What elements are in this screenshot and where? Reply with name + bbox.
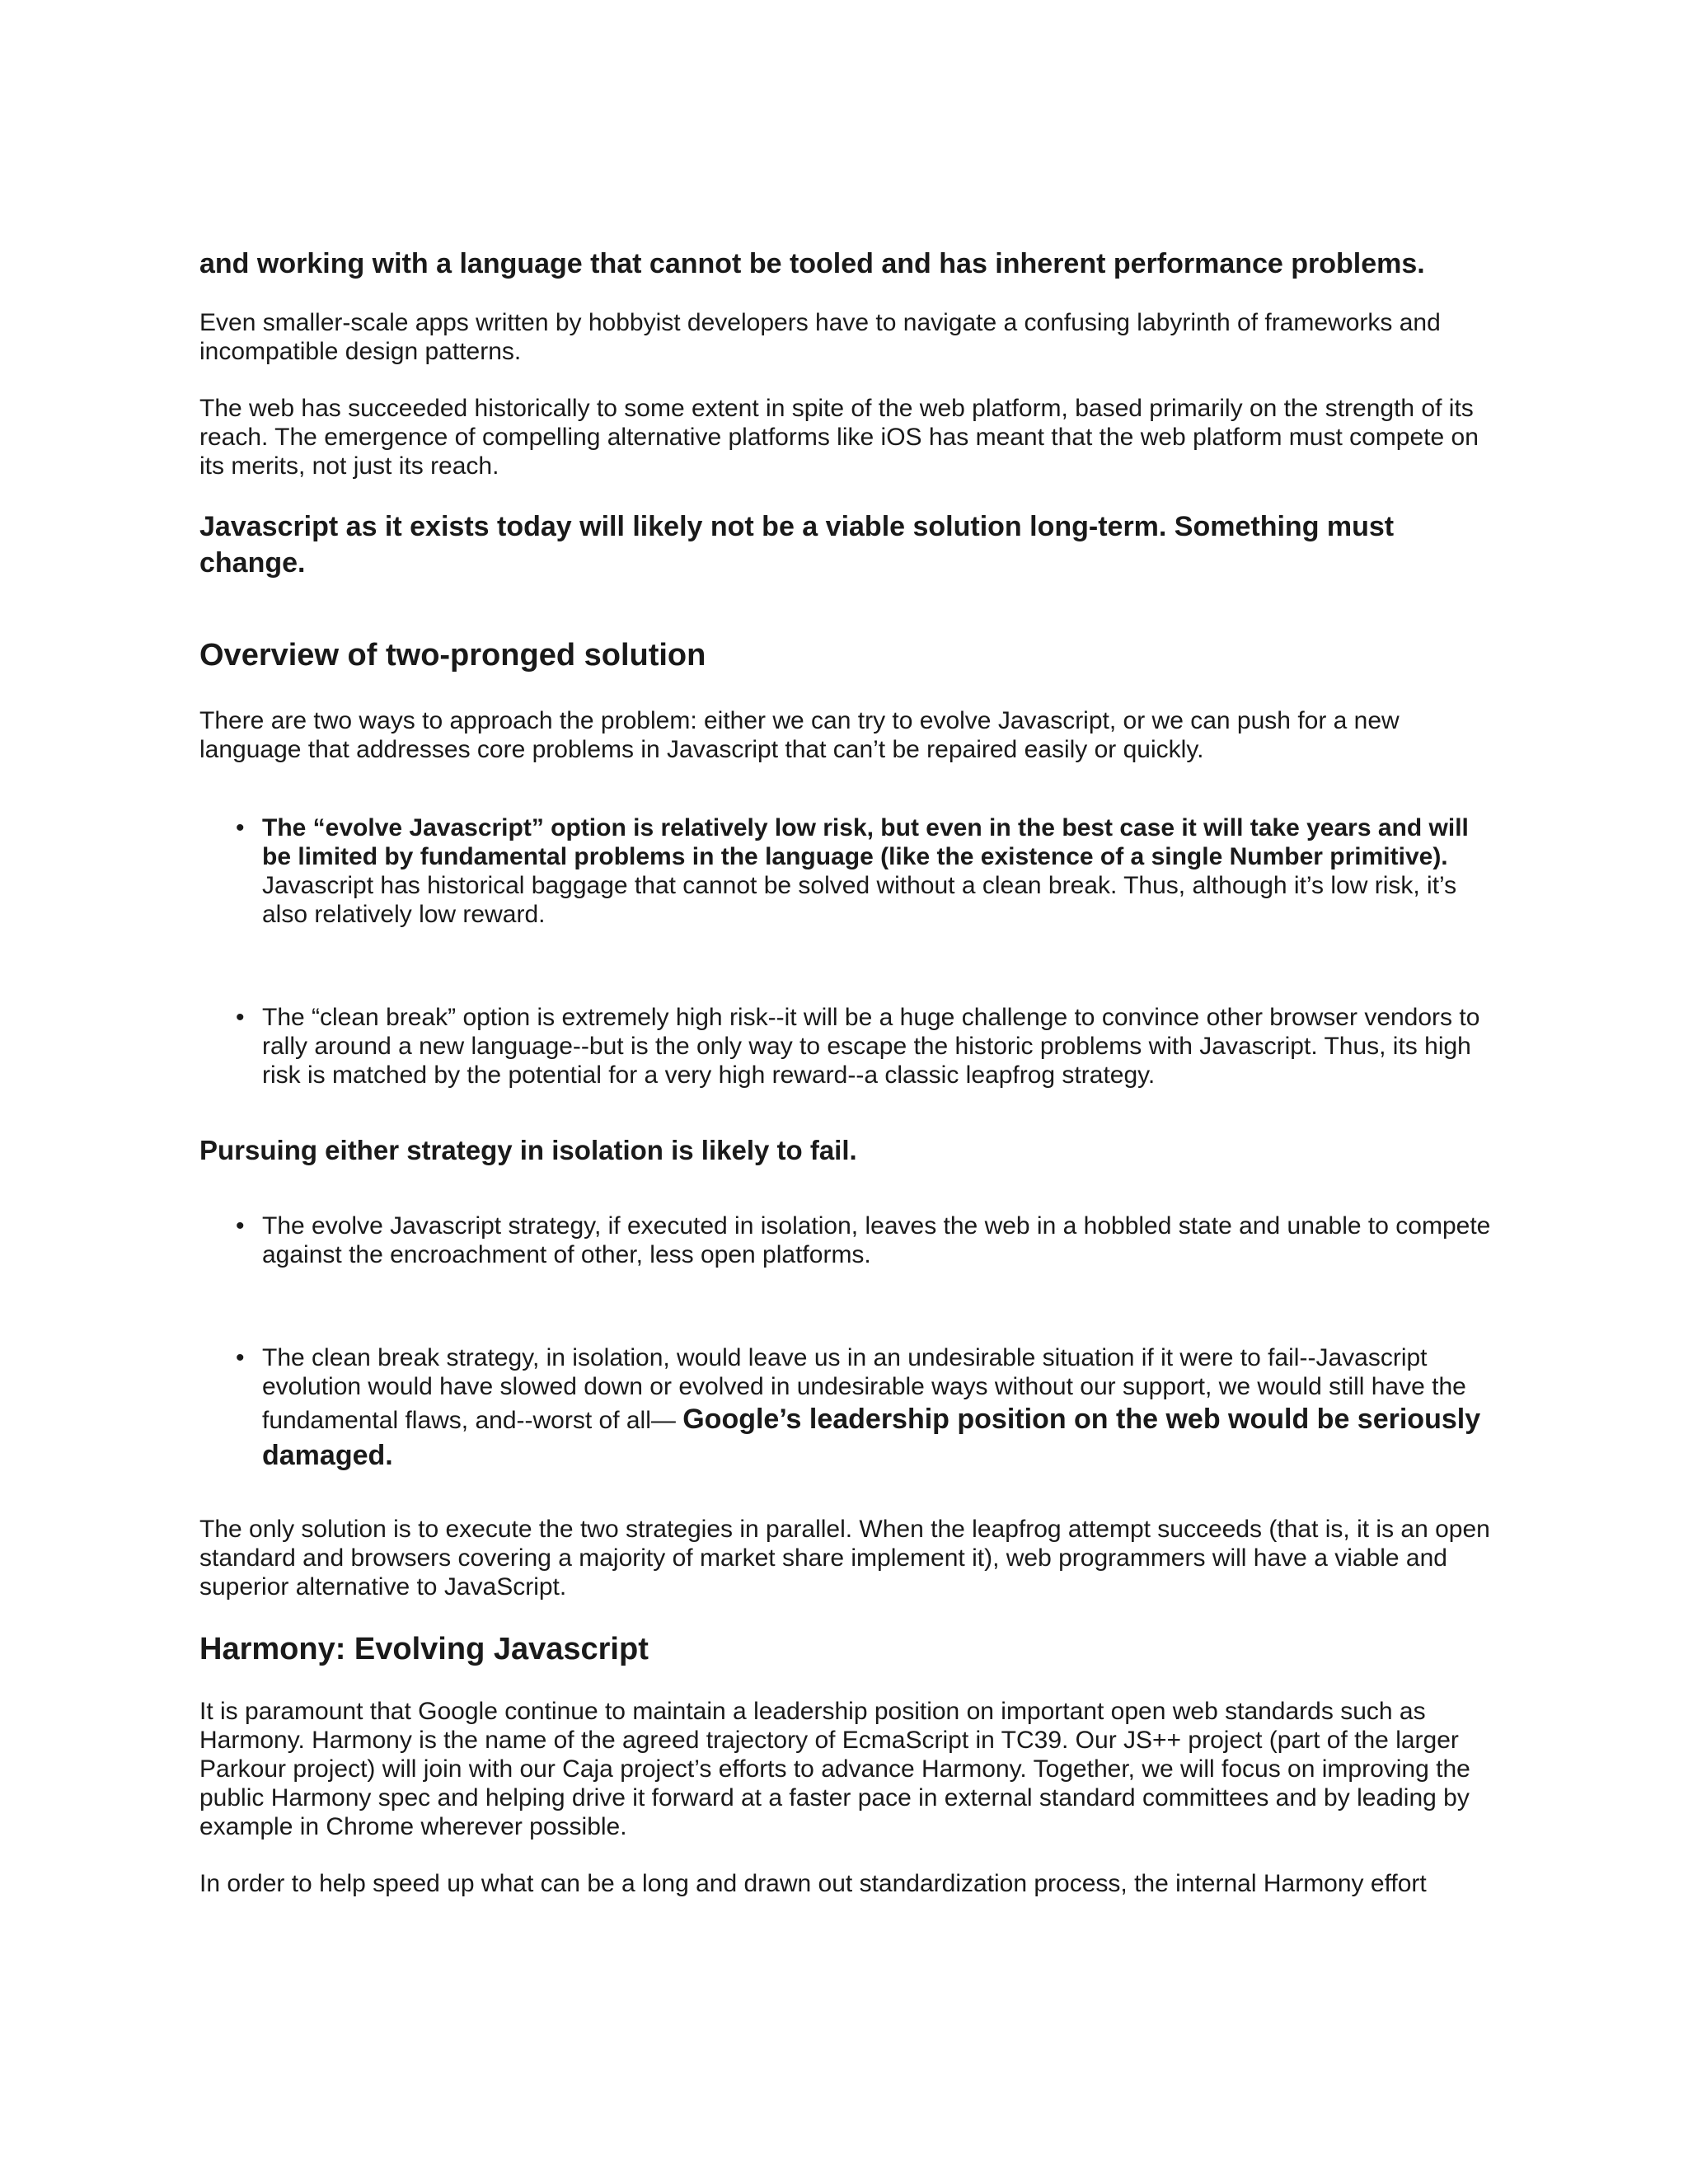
paragraph-hobbyist: Even smaller-scale apps written by hobbyist developers have to navigate a confusing labyrinth of frameworks and incompatible design patterns. xyxy=(199,309,1441,365)
paragraph-harmony: It is paramount that Google continue to maintain a leadership position on important open web standards such as Harmony. Harmony is the name of the agreed trajectory of EcmaScript in TC39. Our JS++ project (part of the larger Parkour project) will join with our Caja project’s efforts to advance Harmony. Together, we will focus on improving the public Harmony spec and helping drive it forward at a faster pace in external standard committees and by leading by example in Chrome wherever possible. xyxy=(199,1698,1470,1840)
list-item-evolve-isolation xyxy=(199,1212,1502,1269)
evolve-isolation-text: The evolve Javascript strategy, if executed in isolation, leaves the web in a hobbled state and unable to compete against the encroachment of other, less open platforms. xyxy=(262,1212,1491,1268)
bold-statement-javascript: Javascript as it exists today will likely not be a viable solution long-term. Something must change. xyxy=(199,511,1395,579)
heading-overview: Overview of two-pronged solution xyxy=(199,638,706,673)
paragraph-two-ways: There are two ways to approach the problem: either we can try to evolve Javascript, or we can push for a new language that addresses core problems in Javascript that can’t be repaired easily or quickly. xyxy=(199,707,1400,763)
list-item-clean-break xyxy=(199,1003,1502,1090)
bullet-glyph: • xyxy=(236,1004,245,1031)
document-body xyxy=(199,247,1502,1898)
heading-harmony: Harmony: Evolving Javascript xyxy=(199,1632,649,1666)
clean-break-text: The “clean break” option is extremely high risk--it will be a huge challenge to convince other browser vendors to rally around a new language--but is the only way to escape the historic problems with Javascript. Thus, its high risk is matched by the potential for a very high reward--a classic leapfrog strategy. xyxy=(262,1004,1480,1089)
strategies-list xyxy=(199,1212,1502,1474)
list-item-evolve xyxy=(199,813,1502,929)
options-list xyxy=(199,813,1502,1090)
evolve-bold-text: The “evolve Javascript” option is relatively low risk, but even in the best case it will take years and will be limited by fundamental problems in the language (like the existence of a single Number primitive). xyxy=(262,814,1469,870)
paragraph-parallel: The only solution is to execute the two strategies in parallel. When the leapfrog attempt succeeds (that is, it is an open standard and browsers covering a majority of market share implement it), web programmers will have a viable and superior alternative to JavaScript. xyxy=(199,1516,1490,1601)
clean-break-isolation-text: The clean break strategy, in isolation, would leave us in an undesirable situation if it were to fail--Javascript evolution would have slowed down or evolved in undesirable ways without our support, we would still have the fundamental flaws, and--worst of all— xyxy=(262,1344,1466,1434)
heading-pursuing: Pursuing either strategy in isolation is likely to fail. xyxy=(199,1135,857,1165)
paragraph-standardization: In order to help speed up what can be a long and drawn out standardization process, the internal Harmony effort xyxy=(199,1870,1427,1897)
paragraph-web-reach: The web has succeeded historically to some extent in spite of the web platform, based primarily on the strength of its reach. The emergence of compelling alternative platforms like iOS has meant that the web platform must compete on its merits, not just its reach. xyxy=(199,395,1479,480)
continued-bold-sentence: and working with a language that cannot be tooled and has inherent performance problems. xyxy=(199,248,1425,279)
bullet-glyph: • xyxy=(236,814,245,841)
evolve-text: Javascript has historical baggage that cannot be solved without a clean break. Thus, although it’s low risk, it’s also relatively low reward. xyxy=(262,872,1457,928)
bullet-glyph: • xyxy=(236,1344,245,1371)
leadership-damage-text: Google’s leadership position on the web would be seriously damaged. xyxy=(262,1404,1481,1471)
bullet-glyph: • xyxy=(236,1212,245,1240)
list-item-clean-break-isolation xyxy=(199,1343,1502,1474)
